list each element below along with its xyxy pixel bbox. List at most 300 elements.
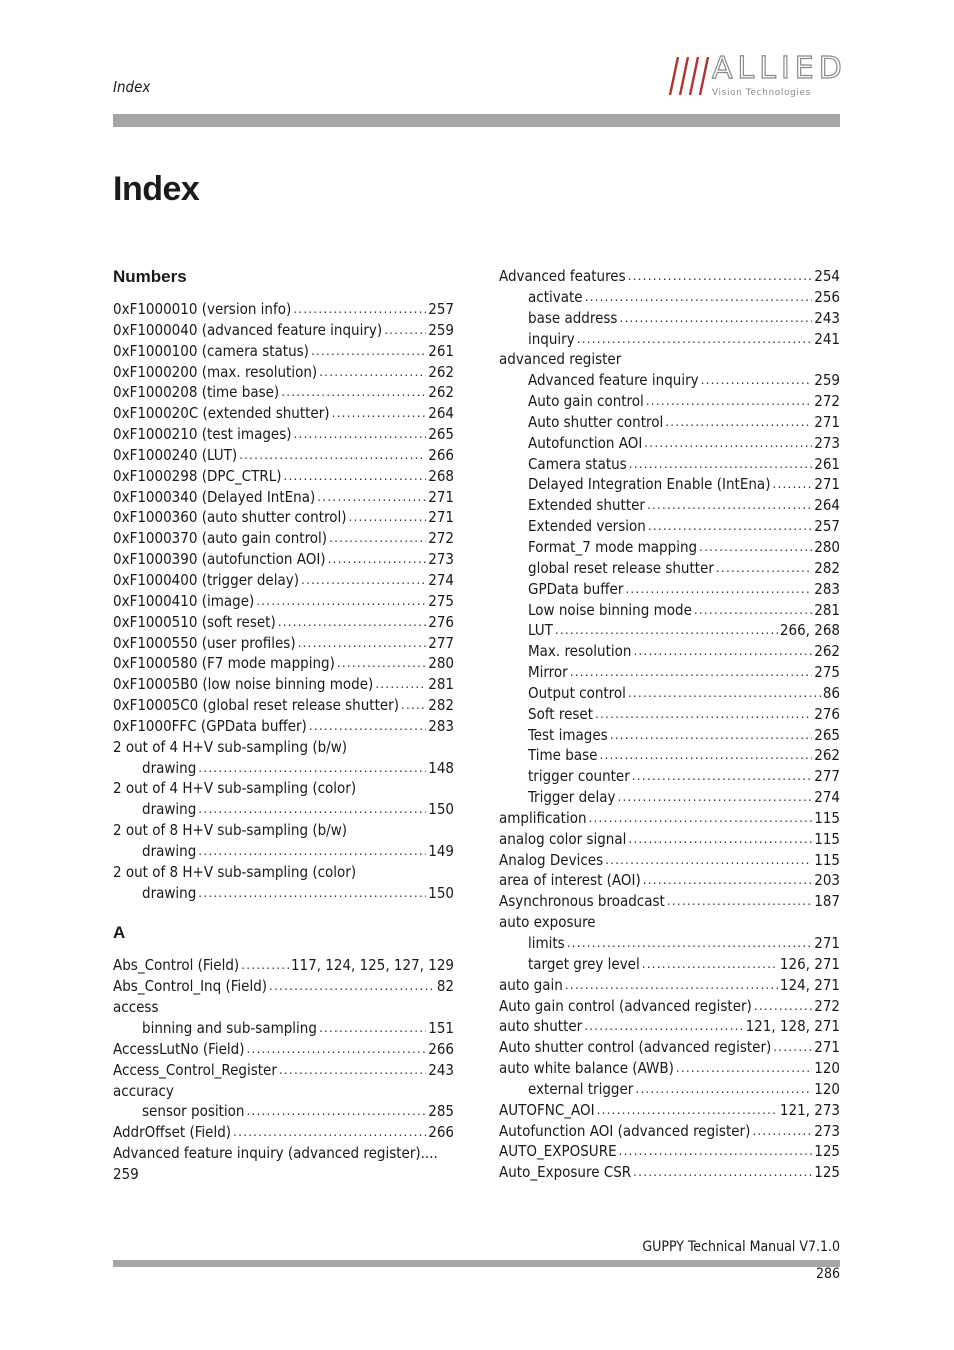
entry-term: Time base: [528, 746, 598, 765]
entry-page-ref[interactable]: 120: [814, 1079, 840, 1098]
index-subentry: [113, 841, 454, 862]
entry-term: AddrOffset (Field): [113, 1123, 232, 1142]
entry-page-ref[interactable]: 271: [814, 1038, 840, 1057]
entry-page-ref[interactable]: 265: [814, 725, 840, 744]
entry-page-ref[interactable]: 266: [428, 1123, 454, 1142]
index-subentry: [499, 620, 840, 641]
dot-leader: [701, 370, 813, 391]
dot-leader: [773, 1037, 812, 1058]
entry-page-ref[interactable]: 283: [814, 579, 840, 598]
entry-term: binning and sub-sampling: [142, 1019, 317, 1037]
allied-logo: [668, 51, 847, 101]
index-entry: [499, 1121, 840, 1142]
entry-page-ref[interactable]: 243: [428, 1060, 454, 1079]
dot-leader: [401, 695, 426, 716]
index-subentry: [499, 766, 840, 787]
dot-leader: [298, 633, 427, 654]
entry-page-ref[interactable]: 86: [822, 683, 840, 702]
entry-term: global reset release shutter: [528, 558, 714, 577]
entry-term: Analog Devices: [499, 850, 604, 869]
dot-leader: [628, 829, 812, 850]
entry-term: 0xF1000410 (image): [113, 591, 255, 610]
entry-term: 259: [113, 1164, 139, 1183]
dot-leader: [284, 466, 427, 487]
entry-term: Advanced features: [499, 267, 626, 285]
dot-leader: [567, 933, 813, 954]
index-entry: [113, 507, 454, 528]
entry-term: 0xF1000FFC (GPData buffer): [113, 716, 307, 735]
entry-term: 0xF1000240 (LUT): [113, 445, 238, 464]
entry-page-ref[interactable]: 265: [428, 425, 454, 444]
entry-page-ref[interactable]: 126, 271: [779, 954, 840, 973]
entry-term: drawing: [142, 883, 197, 902]
entry-page-ref[interactable]: 275: [814, 663, 840, 682]
entry-page-ref[interactable]: 283: [428, 716, 454, 735]
entry-page-ref[interactable]: 241: [814, 329, 840, 348]
entry-page-ref[interactable]: 273: [814, 433, 840, 452]
entry-page-ref[interactable]: 256: [814, 287, 840, 306]
entry-page-ref[interactable]: 150: [428, 800, 454, 819]
entry-term: 0xF1000510 (soft reset): [113, 612, 276, 631]
index-entry: [113, 487, 454, 508]
entry-term: access: [113, 998, 159, 1017]
entry-page-ref[interactable]: 273: [814, 1121, 840, 1140]
entry-term: Access_Control_Register: [113, 1060, 277, 1079]
dot-leader: [610, 725, 813, 746]
entry-page-ref[interactable]: 115: [814, 850, 840, 869]
index-entry: [499, 1037, 840, 1058]
index-subentry: [499, 1079, 840, 1100]
index-subentry: [499, 474, 840, 495]
dot-leader: [198, 758, 426, 779]
index-entry: [113, 320, 454, 341]
dot-leader: [694, 600, 812, 621]
dot-leader: [647, 495, 812, 516]
page-title: Index: [113, 170, 200, 208]
entry-term: Auto shutter control (advanced register): [499, 1038, 772, 1057]
index-subentry: [499, 600, 840, 621]
index-entry: [113, 466, 454, 487]
dot-leader: [772, 474, 812, 495]
dot-leader: [589, 808, 813, 829]
entry-term: 0xF1000040 (advanced feature inquiry): [113, 320, 383, 339]
entry-term: 0xF1000360 (auto shutter control): [113, 508, 347, 527]
dot-leader: [293, 299, 426, 320]
entry-term: 0xF1000370 (auto gain control): [113, 529, 328, 548]
dot-leader: [198, 799, 426, 820]
dot-leader: [319, 1018, 426, 1039]
index-subentry: [499, 745, 840, 766]
dot-leader: [281, 382, 426, 403]
entry-page-ref[interactable]: 273: [428, 550, 454, 569]
dot-leader: [648, 516, 812, 537]
dot-leader: [375, 674, 426, 695]
entry-term: inquiry: [528, 329, 575, 348]
dot-leader: [246, 1101, 426, 1122]
entry-page-ref[interactable]: 125: [814, 1163, 840, 1182]
dot-leader: [585, 287, 813, 308]
entry-page-ref[interactable]: 82: [436, 977, 454, 996]
dot-leader: [676, 1058, 812, 1079]
entry-page-ref[interactable]: 257: [428, 300, 454, 318]
entry-term: GPData buffer: [528, 579, 624, 598]
entry-page-ref[interactable]: 151: [428, 1019, 454, 1037]
entry-term: 0xF10005C0 (global reset release shutter): [113, 696, 399, 715]
dot-leader: [311, 341, 426, 362]
entry-term: Output control: [528, 683, 626, 702]
entry-page-ref[interactable]: 117, 124, 125, 127, 129: [290, 956, 454, 975]
entry-page-ref[interactable]: 272: [814, 996, 840, 1015]
dot-leader: [337, 653, 426, 674]
section-heading: A: [113, 923, 126, 943]
entry-term: 0xF100020C (extended shutter): [113, 404, 330, 423]
index-entry: [113, 778, 454, 799]
dot-leader: [617, 787, 812, 808]
entry-page-ref[interactable]: 277: [428, 633, 454, 652]
index-entry: [113, 1081, 454, 1102]
entry-term: target grey level: [528, 954, 640, 973]
dot-leader: [328, 549, 427, 570]
dot-leader: [665, 412, 812, 433]
dot-leader: [754, 996, 812, 1017]
entry-term: 0xF1000390 (autofunction AOI): [113, 550, 326, 569]
entry-page-ref[interactable]: 149: [428, 841, 454, 860]
entry-page-ref[interactable]: 266: [428, 1039, 454, 1058]
dot-leader: [329, 528, 426, 549]
index-entry: [113, 382, 454, 403]
entry-page-ref[interactable]: 276: [428, 612, 454, 631]
entry-term: 0xF1000298 (DPC_CTRL): [113, 466, 282, 485]
index-entry: [113, 1060, 454, 1081]
index-subentry: [499, 308, 840, 329]
entry-term: LUT: [528, 621, 553, 640]
entry-page-ref[interactable]: 277: [814, 767, 840, 786]
index-subentry: [113, 1018, 454, 1039]
index-entry: [113, 716, 454, 737]
entry-page-ref[interactable]: 120: [814, 1059, 840, 1078]
entry-page-ref[interactable]: 274: [428, 570, 454, 589]
entry-page-ref[interactable]: 259: [428, 320, 454, 339]
entry-term: Low noise binning mode: [528, 600, 692, 619]
dot-leader: [597, 1100, 778, 1121]
entry-page-ref[interactable]: 243: [814, 308, 840, 327]
entry-page-ref[interactable]: 262: [814, 642, 840, 661]
entry-term: 2 out of 8 H+V sub-sampling (color): [113, 862, 357, 881]
entry-page-ref[interactable]: 281: [814, 600, 840, 619]
footer-rule: [113, 1260, 840, 1267]
logo-subtitle: Vision Technologies: [712, 88, 811, 98]
entry-term: Delayed Integration Enable (IntEna): [528, 475, 771, 494]
entry-term: Extended shutter: [528, 496, 645, 515]
entry-term: Advanced feature inquiry (advanced register)....: [113, 1144, 438, 1163]
dot-leader: [555, 620, 778, 641]
index-entry: [113, 737, 454, 758]
dot-leader: [319, 362, 426, 383]
dot-leader: [239, 445, 426, 466]
entry-term: Advanced feature inquiry: [528, 371, 699, 390]
index-subentry: [499, 641, 840, 662]
entry-page-ref[interactable]: 271: [814, 412, 840, 431]
index-entry: [113, 997, 454, 1018]
dot-leader: [301, 570, 426, 591]
entry-term: sensor position: [142, 1102, 245, 1121]
logo-wordmark: ALLIED: [712, 51, 847, 86]
dot-leader: [628, 683, 821, 704]
index-subentry: [499, 495, 840, 516]
index-entry: [113, 820, 454, 841]
index-subentry: [499, 579, 840, 600]
entry-term: accuracy: [113, 1081, 174, 1100]
dot-leader: [628, 266, 813, 287]
index-subentry: [499, 287, 840, 308]
dot-leader: [294, 424, 427, 445]
index-entry: [113, 862, 454, 883]
index-entry: [113, 653, 454, 674]
entry-page-ref[interactable]: 261: [428, 341, 454, 360]
index-entry: [113, 976, 454, 997]
index-entry: [499, 1100, 840, 1121]
dot-leader: [577, 329, 813, 350]
dot-leader: [384, 320, 426, 341]
entry-term: Auto gain control: [528, 392, 644, 411]
index-entry: [113, 591, 454, 612]
entry-term: Soft reset: [528, 704, 594, 723]
index-entry: [499, 829, 840, 850]
index-entry: [113, 549, 454, 570]
index-entry: [499, 996, 840, 1017]
entry-page-ref[interactable]: 282: [428, 696, 454, 715]
index-entry: [113, 299, 454, 320]
entry-page-ref[interactable]: 187: [814, 892, 840, 911]
entry-term: 0xF1000400 (trigger delay): [113, 570, 299, 589]
index-subentry: [113, 758, 454, 779]
index-entry: [113, 1143, 454, 1164]
entry-term: Trigger delay: [528, 788, 616, 807]
index-entry: [499, 1058, 840, 1079]
entry-page-ref[interactable]: 264: [814, 496, 840, 515]
entry-page-ref[interactable]: 272: [814, 392, 840, 411]
dot-leader: [605, 850, 812, 871]
dot-leader: [269, 976, 435, 997]
entry-term: 0xF1000340 (Delayed IntEna): [113, 487, 316, 506]
entry-page-ref[interactable]: 257: [814, 517, 840, 536]
entry-term: drawing: [142, 758, 197, 777]
index-entry: [113, 341, 454, 362]
entry-page-ref[interactable]: 254: [814, 267, 840, 285]
entry-page-ref[interactable]: 115: [814, 808, 840, 827]
index-subentry: [499, 516, 840, 537]
logo-slashes-icon: [668, 55, 712, 101]
section-heading: Numbers: [113, 267, 187, 286]
dot-leader: [595, 704, 812, 725]
index-subentry: [113, 799, 454, 820]
entry-term: drawing: [142, 841, 197, 860]
entry-term: analog color signal: [499, 829, 627, 848]
index-entry: [499, 808, 840, 829]
entry-page-ref[interactable]: 124, 271: [779, 975, 840, 994]
dot-leader: [198, 883, 426, 904]
index-entry: [113, 528, 454, 549]
index-entry: [113, 1122, 454, 1143]
dot-leader: [619, 308, 812, 329]
entry-term: external trigger: [528, 1079, 634, 1098]
entry-page-ref[interactable]: 150: [428, 883, 454, 902]
entry-term: Mirror: [528, 663, 568, 682]
index-subentry: [113, 1101, 454, 1122]
entry-page-ref[interactable]: 125: [814, 1142, 840, 1161]
dot-leader: [309, 716, 426, 737]
dot-leader: [246, 1039, 426, 1060]
index-subentry: [499, 725, 840, 746]
entry-term: Camera status: [528, 454, 627, 473]
entry-term: AUTO_EXPOSURE: [499, 1142, 617, 1161]
entry-page-ref[interactable]: 274: [814, 788, 840, 807]
entry-term: auto exposure: [499, 913, 596, 932]
entry-page-ref[interactable]: 261: [814, 454, 840, 473]
entry-page-ref[interactable]: 203: [814, 871, 840, 890]
entry-page-ref[interactable]: 271: [428, 508, 454, 527]
entry-term: area of interest (AOI): [499, 871, 641, 890]
page-number: 286: [815, 1266, 840, 1282]
dot-leader: [278, 612, 427, 633]
dot-leader: [646, 391, 812, 412]
entry-term: 0xF10005B0 (low noise binning mode): [113, 675, 374, 694]
entry-page-ref[interactable]: 280: [428, 654, 454, 673]
index-entry: [113, 424, 454, 445]
index-entry: [499, 349, 840, 370]
entry-page-ref[interactable]: 259: [814, 371, 840, 390]
index-subentry: [499, 391, 840, 412]
entry-page-ref[interactable]: 281: [428, 675, 454, 694]
entry-term: Extended version: [528, 517, 646, 536]
entry-term: 0xF1000550 (user profiles): [113, 633, 296, 652]
footer-manual-title: GUPPY Technical Manual V7.1.0: [642, 1239, 840, 1255]
entry-term: Abs_Control_Inq (Field): [113, 977, 268, 996]
entry-term: auto shutter: [499, 1017, 583, 1036]
dot-leader: [348, 507, 426, 528]
entry-term: Asynchronous broadcast: [499, 892, 665, 911]
running-header: Index: [113, 78, 151, 96]
index-subentry: [499, 558, 840, 579]
entry-page-ref[interactable]: 264: [428, 404, 454, 423]
index-entry: [113, 612, 454, 633]
index-subentry: [499, 704, 840, 725]
entry-term: AccessLutNo (Field): [113, 1039, 245, 1058]
entry-term: Auto gain control (advanced register): [499, 996, 752, 1015]
index-entry: [499, 1162, 840, 1183]
entry-page-ref[interactable]: 275: [428, 591, 454, 610]
entry-term: Autofunction AOI (advanced register): [499, 1121, 751, 1140]
entry-page-ref[interactable]: 271: [814, 934, 840, 952]
entry-term: AUTOFNC_AOI: [499, 1100, 595, 1119]
entry-page-ref[interactable]: 115: [814, 829, 840, 848]
dot-leader: [599, 745, 812, 766]
entry-page-ref[interactable]: 148: [428, 758, 454, 777]
entry-page-ref[interactable]: 280: [814, 537, 840, 556]
entry-page-ref[interactable]: 262: [814, 746, 840, 765]
entry-term: auto gain: [499, 975, 563, 994]
entry-page-ref[interactable]: 266, 268: [779, 621, 840, 640]
dot-leader: [570, 662, 813, 683]
entry-term: Abs_Control (Field): [113, 956, 240, 975]
entry-page-ref[interactable]: 121, 128, 271: [745, 1017, 840, 1036]
header-rule: [113, 114, 840, 127]
entry-term: advanced register: [499, 350, 622, 369]
index-subentry: [499, 662, 840, 683]
entry-term: 0xF1000200 (max. resolution): [113, 362, 318, 381]
dot-leader: [629, 454, 813, 475]
dot-leader: [716, 558, 812, 579]
index-entry: [113, 633, 454, 654]
index-entry: [499, 1016, 840, 1037]
index-subentry: [499, 787, 840, 808]
dot-leader: [241, 955, 289, 976]
dot-leader: [699, 537, 812, 558]
index-subentry: [499, 329, 840, 350]
index-entry: [499, 912, 840, 933]
dot-leader: [752, 1121, 812, 1142]
entry-page-ref[interactable]: 262: [428, 383, 454, 402]
index-subentry: [499, 454, 840, 475]
entry-term: 2 out of 4 H+V sub-sampling (color): [113, 779, 357, 798]
entry-term: 0xF1000208 (time base): [113, 383, 280, 402]
entry-page-ref[interactable]: 266: [428, 445, 454, 464]
entry-term: 2 out of 8 H+V sub-sampling (b/w): [113, 821, 348, 840]
index-entry: [113, 403, 454, 424]
entry-page-ref[interactable]: 282: [814, 558, 840, 577]
entry-page-ref[interactable]: 271: [814, 475, 840, 494]
entry-term: 0xF1000580 (F7 mode mapping): [113, 654, 335, 673]
dot-leader: [317, 487, 426, 508]
index-entry: [113, 1039, 454, 1060]
index-entry: [113, 362, 454, 383]
entry-term: 0xF1000100 (camera status): [113, 341, 309, 360]
dot-leader: [565, 975, 778, 996]
dot-leader: [643, 870, 812, 891]
entry-term: base address: [528, 308, 618, 327]
entry-term: activate: [528, 287, 583, 306]
index-column-left: [113, 266, 454, 1185]
dot-leader: [619, 1141, 813, 1162]
index-entry: [499, 850, 840, 871]
entry-term: Test images: [528, 725, 608, 744]
index-entry: [113, 445, 454, 466]
index-entry: [113, 955, 454, 976]
dot-leader: [279, 1060, 426, 1081]
index-entry: [499, 870, 840, 891]
index-entry: [113, 1164, 454, 1185]
index-column-right: [499, 266, 840, 1183]
entry-page-ref[interactable]: 276: [814, 704, 840, 723]
dot-leader: [632, 766, 812, 787]
entry-page-ref[interactable]: 262: [428, 362, 454, 381]
entry-term: trigger counter: [528, 767, 630, 786]
index-subentry: [499, 370, 840, 391]
entry-page-ref[interactable]: 268: [428, 466, 454, 485]
entry-page-ref[interactable]: 285: [428, 1102, 454, 1121]
index-entry: [499, 891, 840, 912]
entry-term: drawing: [142, 800, 197, 819]
dot-leader: [644, 433, 812, 454]
entry-page-ref[interactable]: 272: [428, 529, 454, 548]
entry-term: 0xF1000210 (test images): [113, 425, 292, 444]
index-entry: [113, 570, 454, 591]
entry-page-ref[interactable]: 271: [428, 487, 454, 506]
index-subentry: [499, 954, 840, 975]
dot-leader: [625, 579, 812, 600]
index-subentry: [499, 683, 840, 704]
entry-page-ref[interactable]: 121, 273: [779, 1100, 840, 1119]
